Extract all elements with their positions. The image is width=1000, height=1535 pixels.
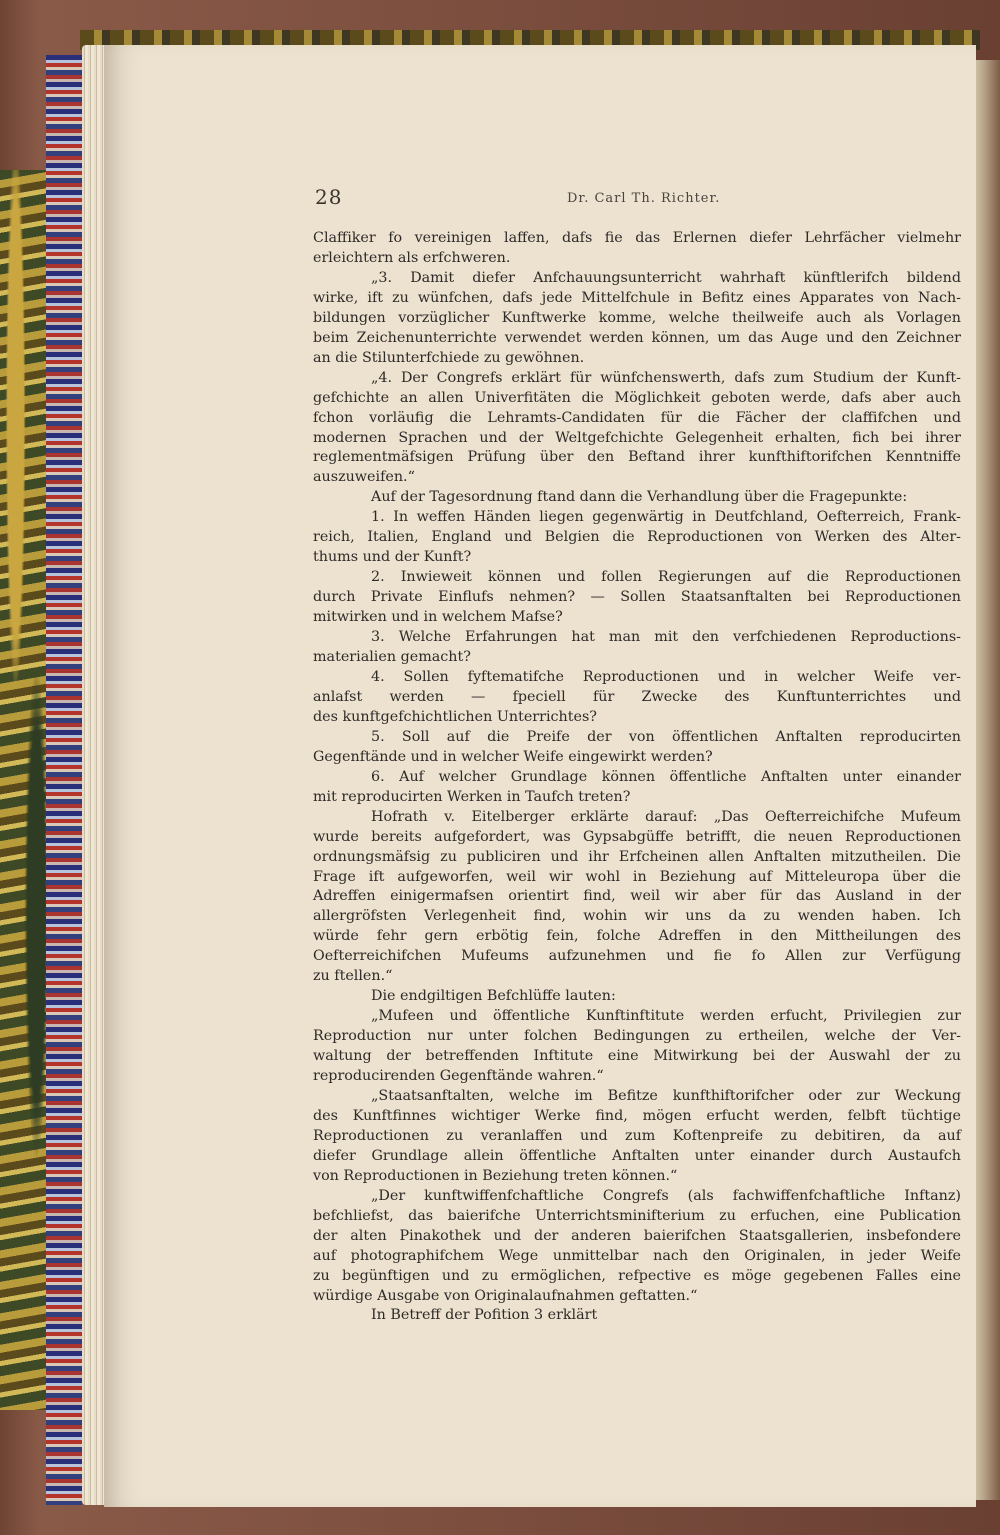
text-line: würde fehr gern erbötig fein, folche Adreffen in den Mittheilungen des: [313, 928, 961, 945]
text-line: von Reproductionen in Beziehung treten können.“: [313, 1167, 678, 1184]
text-line: Reproductionen zu veranlaffen und zum Koftenpreife zu debitiren, da auf: [313, 1127, 961, 1144]
paragraph: [313, 369, 961, 489]
paragraph: [313, 728, 961, 768]
paragraph: [313, 987, 961, 1007]
text-line: In Betreff der Pofition 3 erklärt: [371, 1307, 598, 1324]
text-line: 4. Sollen fyftematifche Reproductionen und in welcher Weife ver-: [371, 668, 961, 685]
text-line: „Der kunftwiffenfchaftliche Congrefs (als fachwiffenfchaftliche Inftanz): [371, 1187, 961, 1204]
text-line: durch Private Einflufs nehmen? — Sollen Staatsanftalten bei Reproductionen: [313, 589, 961, 606]
paragraph: [313, 628, 961, 668]
text-line: reproducirenden Gegenftände wahren.“: [313, 1068, 604, 1085]
text-line: 5. Soll auf die Preife der von öffentlichen Anftalten reproducirten: [371, 728, 961, 745]
text-line: thums und der Kunft?: [313, 549, 472, 566]
paragraph: [313, 508, 961, 568]
text-line: beim Zeichenunterrichte verwendet werden können, um das Auge und den Zeichner: [313, 329, 961, 346]
text-line: zu ftellen.“: [313, 968, 393, 985]
marbled-endpaper: [0, 170, 52, 1410]
paragraph: [313, 668, 961, 728]
text-line: „Staatsanftalten, welche im Befitze kunfthiftorifcher oder zur Weckung: [371, 1087, 961, 1104]
paragraph: [313, 269, 961, 369]
text-line: 6. Auf welcher Grundlage können öffentliche Anftalten unter einander: [371, 768, 961, 785]
right-page-edge: [972, 60, 1000, 1500]
body-text: [313, 229, 961, 1326]
text-line: anlafst werden — fpeciell für Zwecke des Kunftunterrichtes und: [313, 688, 961, 705]
running-head: Dr. Carl Th. Richter.: [567, 191, 721, 206]
text-line: allergröfsten Verlegenheit find, wohin wir uns da zu wenden haben. Ich: [313, 908, 961, 925]
text-line: Frage ift aufgeworfen, weil wir wohl in Beziehung auf Mitteleuropa über die: [313, 868, 961, 885]
text-line: des Kunftfinnes wichtiger Werke find, mögen erfucht werden, felbft tüchtige: [313, 1107, 961, 1124]
page-number: 28: [315, 185, 343, 209]
text-line: Adreffen einigermafsen orientirt find, weil wir aber für das Ausland in der: [313, 888, 961, 905]
text-line: Auf der Tagesordnung ftand dann die Verhandlung über die Fragepunkte:: [371, 489, 908, 506]
paragraph: [313, 488, 961, 508]
paragraph: [313, 1187, 961, 1307]
paragraph: [313, 768, 961, 808]
text-line: Oefterreichifchen Mufeums aufzunehmen und fie fo Allen zur Verfügung: [313, 948, 961, 965]
paragraph: [313, 1007, 961, 1087]
text-line: Reproduction nur unter folchen Bedingungen zu ertheilen, welche der Ver-: [313, 1028, 961, 1045]
text-line: Claffiker fo vereinigen laffen, dafs fie das Erlernen diefer Lehrfächer vielmehr: [313, 230, 961, 246]
text-line: auf photographifchem Wege unmittelbar nach den Originalen, in jeder Weife: [313, 1247, 961, 1264]
text-line: diefer Grundlage allein öffentliche Anftalten unter einander durch Austaufch: [313, 1147, 961, 1164]
text-line: „4. Der Congrefs erklärt für wünfchenswerth, dafs zum Studium der Kunft-: [371, 369, 961, 386]
text-line: modernen Sprachen und der Weltgefchichte Gelegenheit erhalten, fich bei ihrer: [313, 429, 961, 446]
text-line: „3. Damit diefer Anfchauungsunterricht wahrhaft künftlerifch bildend: [371, 269, 961, 286]
text-line: „Mufeen und öffentliche Kunftinftitute werden erfucht, Privilegien zur: [371, 1008, 961, 1025]
text-line: auszuweifen.“: [313, 469, 415, 486]
marbled-page-edge: [46, 55, 84, 1505]
text-line: Gegenftände und in welcher Weife eingewirkt werden?: [313, 748, 713, 765]
text-line: würdige Ausgabe von Originalaufnahmen geftatten.“: [313, 1287, 698, 1304]
paragraph: [313, 1306, 961, 1326]
text-line: gefchichte an allen Univerfitäten die Möglichkeit geboten werde, dafs aber auch: [313, 389, 961, 406]
text-line: der alten Pinakothek und der anderen baierifchen Staatsgallerien, insbefondere: [313, 1227, 961, 1244]
text-line: an die Stilunterfchiede zu gewöhnen.: [313, 349, 585, 366]
text-line: befchliefst, das baierifche Unterrichtsminifterium zu erfuchen, eine Publication: [313, 1207, 961, 1224]
paragraph: [313, 229, 961, 269]
paragraph: [313, 808, 961, 988]
text-line: 3. Welche Erfahrungen hat man mit den verfchiedenen Reproductions-: [371, 629, 961, 646]
text-line: ordnungsmäfsig zu publiciren und ihr Erfcheinen allen Anftalten mitzutheilen. Die: [313, 848, 961, 865]
text-line: Die endgiltigen Befchlüffe lauten:: [371, 988, 616, 1005]
text-line: reich, Italien, England und Belgien die Reproductionen von Werken des Alter-: [313, 529, 961, 546]
paragraph: [313, 1087, 961, 1187]
text-line: erleichtern als erfchweren.: [313, 249, 511, 266]
paragraph: [313, 568, 961, 628]
text-line: wurde bereits aufgefordert, was Gypsabgüffe betrifft, die neuen Reproductionen: [313, 828, 961, 845]
text-line: zu begünftigen und zu ermöglichen, refpective es möge gegebenen Falles eine: [313, 1267, 961, 1284]
text-line: waltung der betreffenden Inftitute eine Mitwirkung bei der Auswahl der zu: [313, 1048, 961, 1065]
text-line: reglementmäfsigen Prüfung über den Beftand ihrer kunfthiftorifchen Kenntniffe: [313, 449, 961, 466]
text-line: des kunftgefchichtlichen Unterrichtes?: [313, 708, 597, 725]
text-line: materialien gemacht?: [313, 649, 471, 666]
text-line: bildungen vorzüglicher Kunftwerke komme, welche theilweife auch als Vorlagen: [313, 309, 961, 326]
text-line: mitwirken und in welchem Mafse?: [313, 609, 563, 626]
text-line: Hofrath v. Eitelberger erklärte darauf: „Das Oefterreichifche Mufeum: [371, 808, 961, 825]
text-line: 1. In weffen Händen liegen gegenwärtig in Deutfchland, Oefterreich, Frank-: [371, 509, 961, 526]
text-line: fchon vorläufig die Lehramts-Candidaten für die Fächer der claffifchen und: [313, 409, 961, 426]
text-line: 2. Inwieweit können und follen Regierungen auf die Reproductionen: [371, 569, 961, 586]
text-line: mit reproducirten Werken in Taufch treten?: [313, 788, 631, 805]
text-line: wirke, ift zu wünfchen, dafs jede Mittelfchule in Befitz eines Apparates von Nach-: [313, 289, 961, 306]
